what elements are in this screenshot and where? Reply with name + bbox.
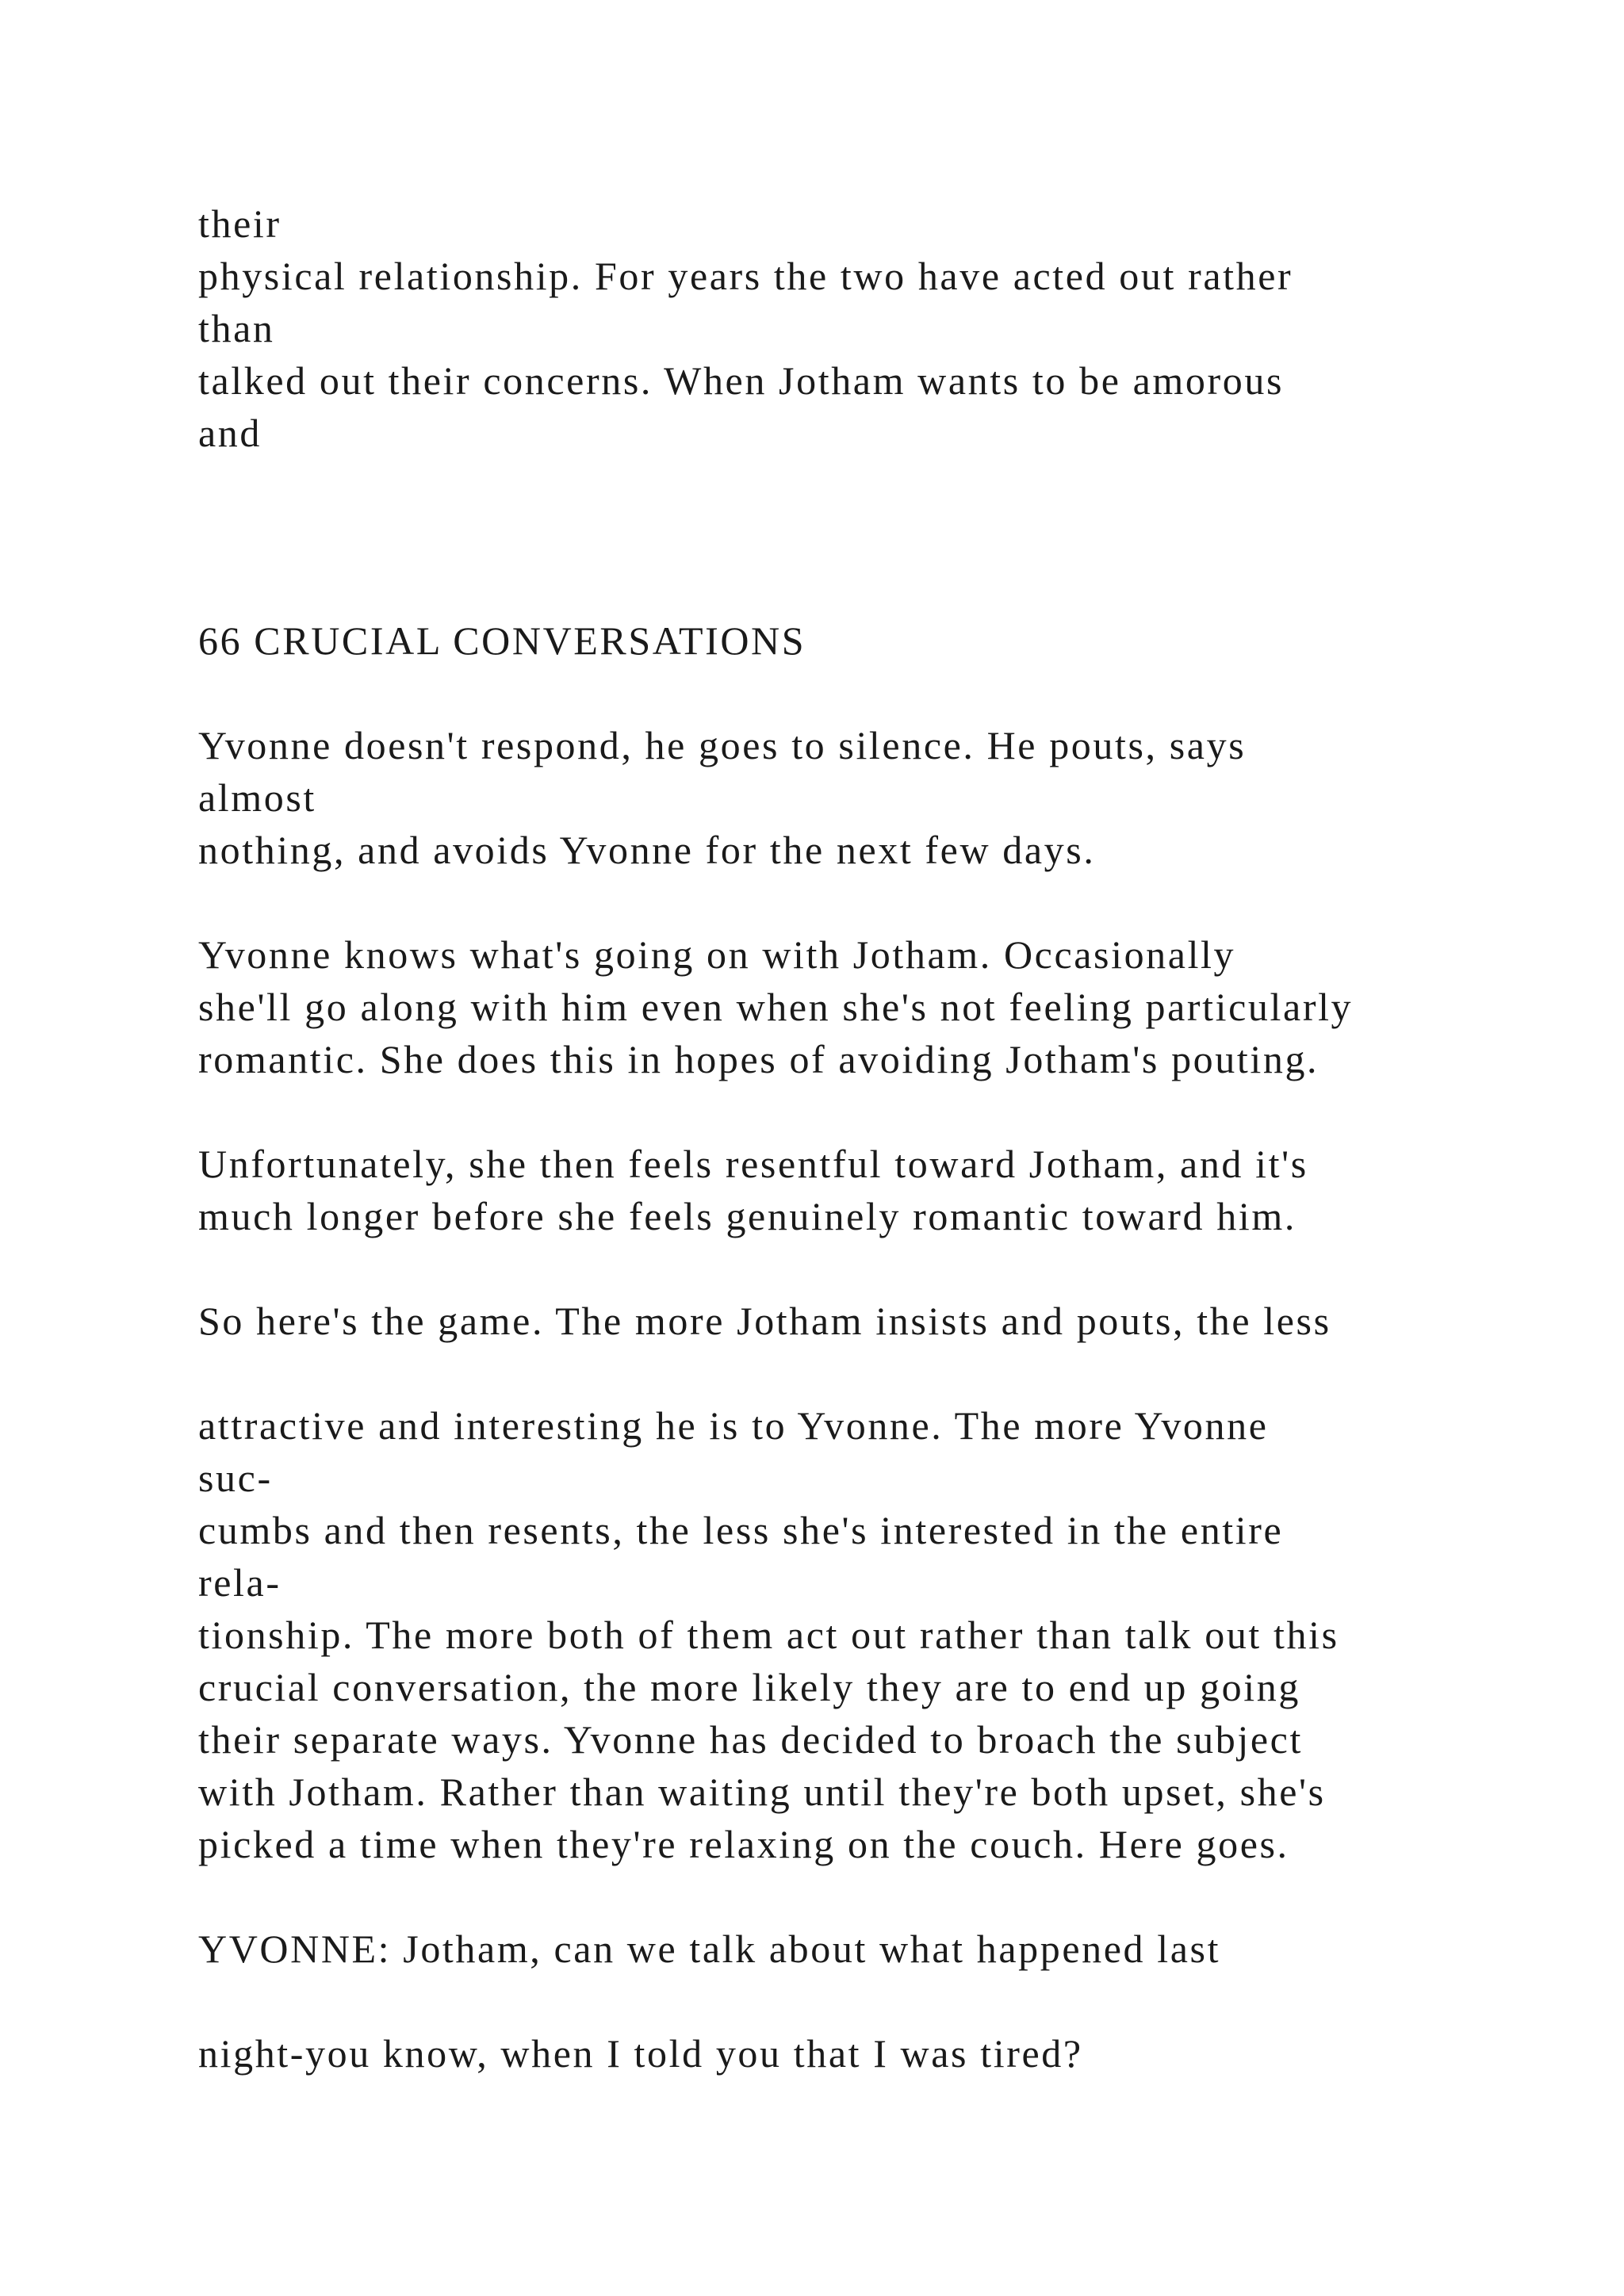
text-line: tionship. The more both of them act out rather than talk out this (198, 1613, 1339, 1657)
text-line: romantic. She does this in hopes of avoiding Jotham's pouting. (198, 1037, 1320, 1081)
text-line: much longer before she feels genuinely romantic toward him. (198, 1194, 1297, 1238)
text-line: nothing, and avoids Yvonne for the next few days. (198, 828, 1096, 872)
text-line: their separate ways. Yvonne has decided to broach the subject (198, 1717, 1303, 1762)
running-header: 66 CRUCIAL CONVERSATIONS (198, 618, 806, 663)
text-line: Yvonne doesn't respond, he goes to silence. He pouts, says (198, 723, 1247, 767)
text-line: rela- (198, 1560, 282, 1605)
text-line: she'll go along with him even when she's not feeling particularly (198, 985, 1354, 1029)
text-line: their (198, 201, 282, 246)
text-line: picked a time when they're relaxing on the couch. Here goes. (198, 1822, 1289, 1866)
text-line: than (198, 306, 275, 350)
text-line: with Jotham. Rather than waiting until they're both upset, she's (198, 1770, 1326, 1814)
text-line: Unfortunately, she then feels resentful toward Jotham, and it's (198, 1142, 1308, 1186)
text-line: almost (198, 775, 316, 820)
text-line: suc- (198, 1456, 273, 1500)
text-line: So here's the game. The more Jotham insists and pouts, the less (198, 1299, 1331, 1343)
text-line: crucial conversation, the more likely they are to end up going (198, 1665, 1300, 1709)
text-line: Yvonne knows what's going on with Jotham. Occasionally (198, 932, 1236, 977)
text-line: talked out their concerns. When Jotham wants to be amorous (198, 358, 1285, 403)
text-line: attractive and interesting he is to Yvonne. The more Yvonne (198, 1403, 1269, 1448)
dialogue-line: YVONNE: Jotham, can we talk about what happened last (198, 1927, 1221, 1971)
text-line: and (198, 411, 262, 455)
text-line: cumbs and then resents, the less she's interested in the entire (198, 1508, 1284, 1552)
text-line: physical relationship. For years the two have acted out rather (198, 254, 1293, 298)
dialogue-line: night-you know, when I told you that I was tired? (198, 2031, 1083, 2076)
